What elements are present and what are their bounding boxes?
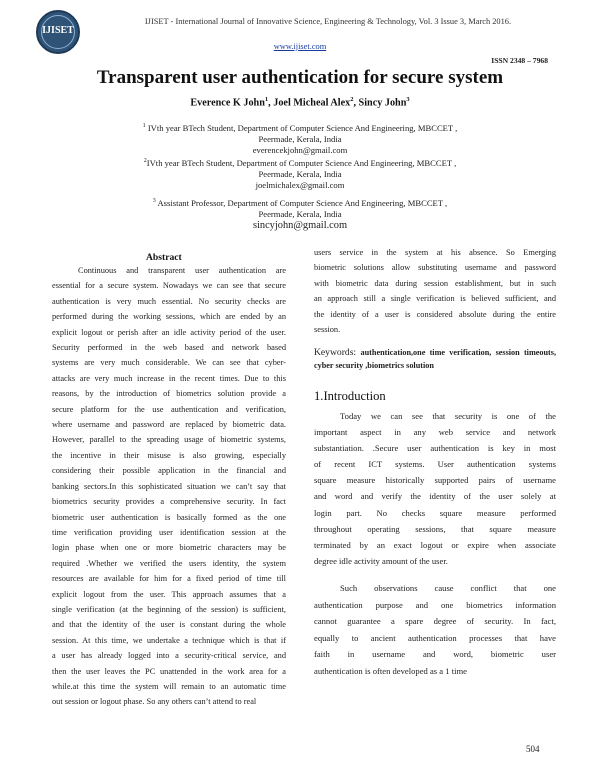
author-name: Sincy John — [358, 97, 407, 109]
text-line: users service in the system at his absence. So Emerging — [314, 248, 556, 257]
text-line: secure platform for the use authentication and verification, — [52, 404, 286, 414]
affiliation-superscript: 1 — [142, 123, 146, 129]
text-line: attacks are very much increase in the recent times. Due to this — [52, 373, 286, 383]
text-line: then the user leaves the PC unattended in the work area for a — [52, 666, 286, 676]
introduction-paragraph-2 — [314, 580, 556, 680]
text-line: out session or logout phase. So any others can’t attend to real — [52, 697, 257, 707]
affiliation-2 — [0, 156, 600, 191]
text-line: and word and verify the identity of the user solely at — [314, 491, 556, 502]
text-line: with biometric data during session establishment, but in such — [314, 278, 556, 288]
keywords-label: Keywords: — [314, 347, 357, 358]
affiliation-line: Assistant Professor, Department of Computer Science And Engineering, MBCCET , — [157, 197, 448, 208]
issn-label: ISSN 2348 – 7968 — [491, 56, 548, 65]
text-line: the identity of a user is considered absolute during the entire — [314, 309, 556, 319]
affiliation-location: Peermade, Kerala, India — [258, 208, 342, 219]
paper-title: Transparent user authentication for secure system — [96, 67, 504, 88]
page-number: 504 — [526, 744, 540, 754]
text-line: single verification (at the beginning of the session) is sufficient, — [52, 604, 286, 614]
keywords-block — [314, 346, 556, 372]
affiliation-1 — [0, 121, 600, 156]
affiliation-email[interactable]: joelmichalex@gmail.com — [255, 179, 345, 190]
logo-text: IJISET — [42, 25, 74, 36]
text-line: banking sectors.In this sophisticated situation we can’t say that — [52, 481, 286, 491]
text-line: login phase when one or more biometric characters may be — [52, 543, 286, 553]
text-line: substantiation. .Secure user authentication is key in most — [314, 443, 556, 454]
text-line: while.at this time the system will remain to an automatic time — [52, 681, 286, 691]
text-line: required .Whether we verified the users identity, the system — [52, 558, 286, 568]
affiliation-superscript: 3 — [152, 198, 156, 204]
text-line: performed during the working sessions, which are ended by an — [52, 312, 286, 322]
text-line: time verification providing user identification session at the — [52, 527, 286, 537]
author-superscript: 1 — [264, 96, 269, 103]
text-line: throughout operating sessions, that square measure — [314, 523, 556, 534]
text-line: Continuous and transparent user authentication are — [78, 266, 286, 275]
author-name: Joel Micheal Alex — [273, 97, 351, 109]
text-line: explicit logout or perish after an idle activity period of the user. — [52, 327, 286, 337]
text-line: considering their possible application in the financial and — [52, 466, 286, 476]
affiliation-email[interactable]: sincyjohn@gmail.com — [252, 219, 348, 231]
text-line: essential for a secure system. Nowadays we can see that secure — [52, 281, 286, 291]
text-line: However, parallel to the spreading usage of biometric systems, — [52, 435, 286, 445]
affiliation-line: IVth year BTech Student, Department of Computer Science And Engineering, MBCCET , — [146, 157, 457, 168]
text-line: login part. No checks square measure performed — [314, 507, 556, 518]
abstract-continued — [314, 245, 556, 337]
text-line: session. At this time, we undertake a technique which is that if — [52, 635, 286, 645]
affiliation-superscript: 2 — [143, 158, 147, 164]
affiliation-location: Peermade, Kerala, India — [258, 133, 342, 144]
journal-website-link[interactable]: www.ijiset.com — [273, 42, 327, 51]
text-line: biometric user authentication is basically formed as the one — [52, 512, 286, 522]
text-line: resources are available for him for a fixed period of time till — [52, 574, 286, 584]
text-line: authentication purpose and one biometrics information — [314, 599, 556, 610]
text-line: degree idle activity amount of the user. — [314, 555, 448, 566]
text-line: explicit logout from the user. This approach assumes that a — [52, 589, 286, 599]
text-line: biometrics security provides a comprehensive security. In fact — [52, 497, 286, 507]
text-line: where username and password are replaced by biometric data. — [52, 420, 286, 430]
journal-header-line: IJISET - International Journal of Innovative Science, Engineering & Technology, Vol. 3 Issue 3, March 2016. — [144, 17, 512, 26]
text-line: reasons, by the introduction of biometrics solution provide a — [52, 389, 286, 399]
introduction-paragraph-1 — [314, 408, 556, 569]
text-line: the incentive in their misuse is also growing, especially — [52, 450, 286, 460]
text-line: and that the identity of the user is constant during the whole — [52, 620, 286, 630]
text-line: square measure historically supported pairs of username — [314, 475, 556, 486]
text-line: terminated by an exact logout or expire when associate — [314, 539, 556, 550]
text-line: important aspect in any web service and network — [314, 427, 556, 438]
text-line: authentication is often developed as a 1 time — [314, 665, 467, 676]
text-line: authentication is very much essential. No security checks are — [52, 296, 286, 306]
text-line: an approach still a single verification is believed sufficient, and — [314, 294, 556, 304]
text-line: systems are very much considerable. We can see that cyber- — [52, 358, 286, 368]
text-line: Such observations cause conflict that one — [340, 583, 556, 593]
text-line: cannot guarantee a spare degree of security. In fact, — [314, 616, 556, 627]
text-line: biometric solutions allow substituting username and password — [314, 263, 556, 273]
text-line: of recent ICT systems. User authentication systems — [314, 459, 556, 470]
author-superscript: 2 — [350, 96, 354, 103]
text-line: faith in username and word, biometric user — [314, 649, 556, 660]
abstract-body — [52, 263, 286, 710]
author-superscript: 3 — [406, 96, 410, 103]
author-name: Everence K John — [190, 97, 265, 109]
text-line: Security performed in the web based and network based — [52, 343, 286, 353]
affiliation-line: IVth year BTech Student, Department of Computer Science And Engineering, MBCCET , — [147, 122, 458, 133]
affiliation-location: Peermade, Kerala, India — [258, 168, 342, 179]
abstract-heading: Abstract — [146, 252, 182, 263]
text-line: Today we can see that security is one of the — [340, 411, 556, 421]
affiliation-email[interactable]: everencekjohn@gmail.com — [252, 144, 348, 155]
introduction-heading: 1.Introduction — [314, 389, 386, 403]
text-line: a user has already logged into a security-critical service, and — [52, 651, 286, 661]
keywords-text: authentication,one time verification, session timeouts, cyber security ,biometrics solution — [314, 348, 557, 370]
text-line: equally to ancient authentication processes that have — [314, 632, 556, 643]
author-list: Everence K John$^1$, Joel Micheal Alex$^2$, Sincy John$^3$ — [190, 96, 410, 109]
text-line: session. — [314, 325, 341, 335]
affiliation-3 — [0, 196, 600, 231]
